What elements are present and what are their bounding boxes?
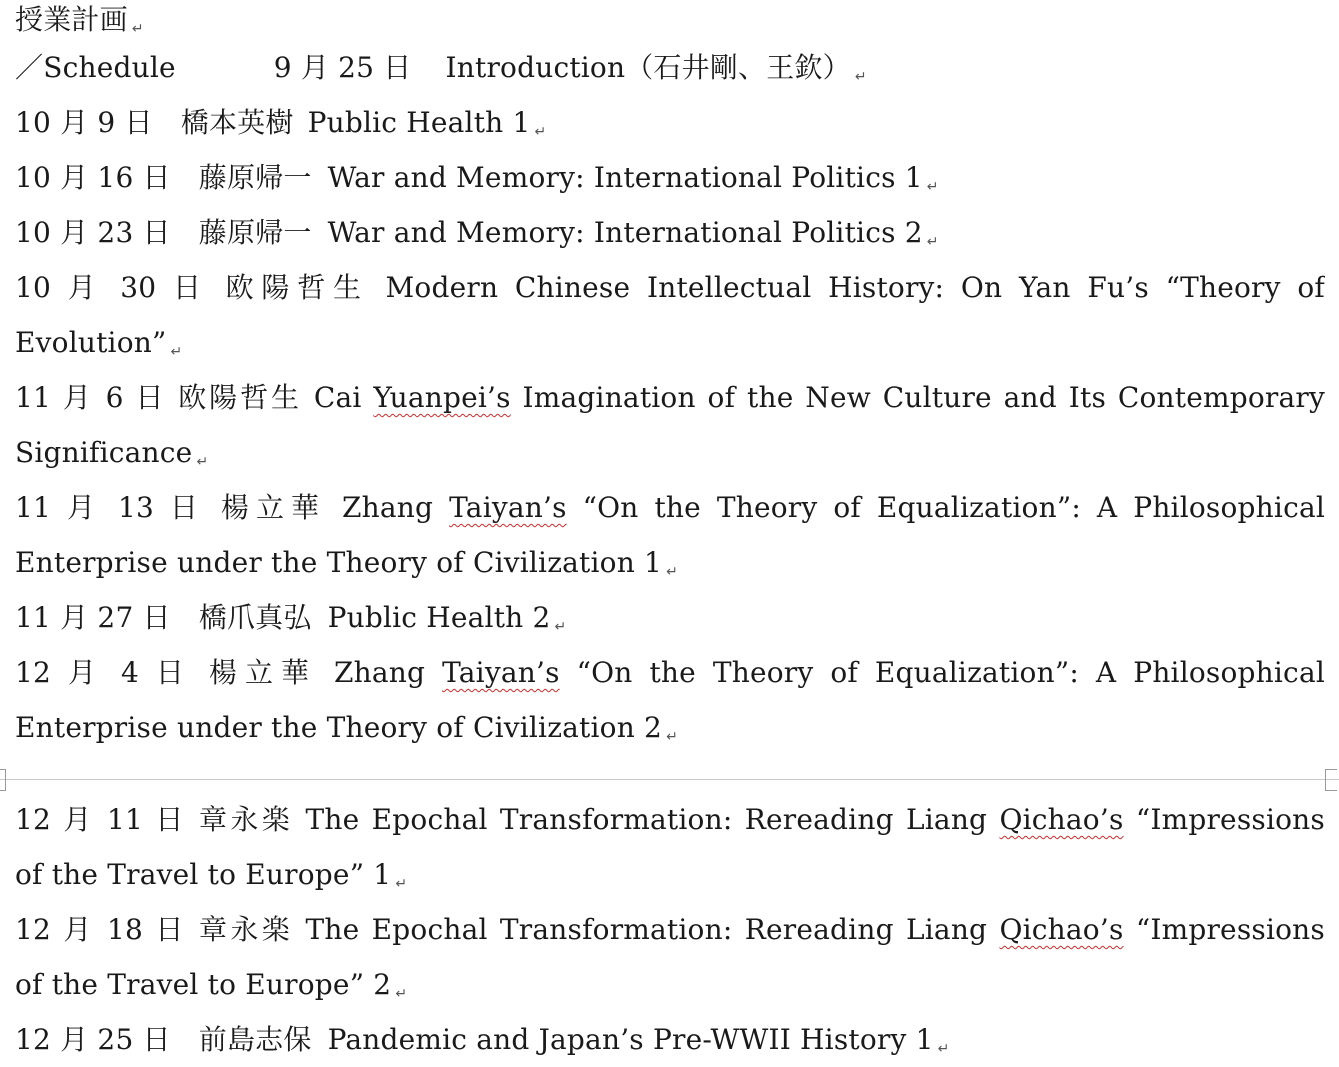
spellcheck-flag: Qichao’s — [999, 913, 1124, 946]
page-break-divider — [0, 779, 1339, 780]
schedule-line-10[interactable]: 12 月 18 日 章永楽 The Epochal Transformation: Rereading Liang Qichao’s “Impressions — [15, 913, 1325, 946]
spellcheck-flag: Yuanpei’s — [373, 381, 511, 414]
spellcheck-flag: Qichao’s — [999, 803, 1124, 836]
document-page-1 — [15, 0, 1325, 755]
document-page-2 — [15, 792, 1325, 1067]
schedule-line-7[interactable]: 11 月 27 日 橋爪真弘 Public Health 2 ↵ — [15, 601, 567, 635]
schedule-line-6[interactable]: 11 月 13 日 楊立華 Zhang Taiyan’s “On the Theory of Equalization”: A Philosophical — [15, 491, 1325, 524]
schedule-line-10-cont[interactable]: of the Travel to Europe” 2 ↵ — [15, 968, 408, 1002]
schedule-line-1[interactable]: 10 月 9 日 橋本英樹 Public Health 1 ↵ — [15, 106, 547, 140]
page-corner-right — [1325, 769, 1337, 791]
schedule-line-8-cont[interactable]: Enterprise under the Theory of Civilization 2 ↵ — [15, 711, 679, 745]
document-title[interactable]: 授業計画 ↵ — [15, 3, 144, 37]
schedule-line-4[interactable]: 10 月 30 日 欧陽哲生 Modern Chinese Intellectual History: On Yan Fu’s “Theory of — [15, 271, 1325, 304]
spellcheck-flag: Taiyan’s — [442, 656, 560, 689]
schedule-line-9[interactable]: 12 月 11 日 章永楽 The Epochal Transformation: Rereading Liang Qichao’s “Impressions — [15, 803, 1325, 836]
schedule-line-9-cont[interactable]: of the Travel to Europe” 1 ↵ — [15, 858, 408, 892]
schedule-line-11[interactable]: 12 月 25 日 前島志保 Pandemic and Japan’s Pre-WWII History 1 ↵ — [15, 1023, 950, 1057]
schedule-line-5-cont[interactable]: Significance ↵ — [15, 436, 209, 470]
schedule-line-2[interactable]: 10 月 16 日 藤原帰一 War and Memory: International Politics 1 ↵ — [15, 161, 939, 195]
schedule-line-6-cont[interactable]: Enterprise under the Theory of Civilization 1 ↵ — [15, 546, 679, 580]
schedule-line-5[interactable]: 11 月 6 日 欧陽哲生 Cai Yuanpei’s Imagination of the New Culture and Its Contemporary — [15, 381, 1325, 414]
schedule-line-0[interactable]: ／Schedule 9 月 25 日 Introduction（石井剛、王欽） ↵ — [15, 51, 867, 85]
schedule-line-3[interactable]: 10 月 23 日 藤原帰一 War and Memory: International Politics 2 ↵ — [15, 216, 939, 250]
page-corner-left — [0, 769, 6, 791]
spellcheck-flag: Taiyan’s — [449, 491, 567, 524]
schedule-line-8[interactable]: 12 月 4 日 楊立華 Zhang Taiyan’s “On the Theory of Equalization”: A Philosophical — [15, 656, 1325, 689]
schedule-line-4-cont[interactable]: Evolution” ↵ — [15, 326, 183, 360]
